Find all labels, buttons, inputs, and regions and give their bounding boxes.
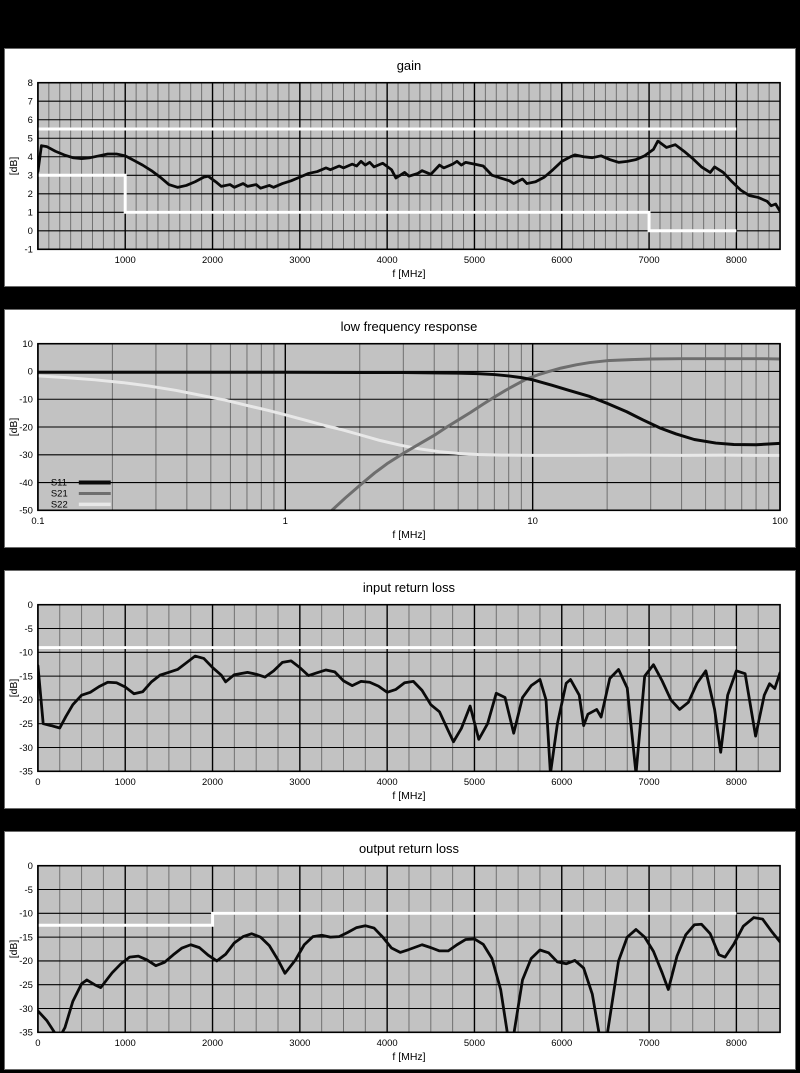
y-tick-label: -35 — [19, 766, 33, 778]
x-tick-label: 8000 — [725, 1038, 747, 1050]
y-tick-label: -50 — [19, 505, 33, 517]
x-tick-label: 10 — [527, 516, 538, 528]
y-tick-label: 6 — [27, 115, 33, 126]
x-tick-label: 1 — [282, 516, 288, 528]
chart-panel-gain — [4, 48, 796, 287]
y-tick-label: -10 — [19, 908, 33, 920]
y-tick-label: 4 — [27, 152, 33, 164]
x-tick-label: 2000 — [202, 1038, 224, 1050]
y-tick-label: 0 — [27, 600, 33, 611]
y-tick-label: -20 — [19, 695, 33, 707]
x-axis-label: f [MHz] — [392, 269, 426, 281]
y-tick-label: -10 — [19, 647, 33, 659]
x-tick-label: 5000 — [463, 777, 485, 789]
chart-panel-input-return-loss — [4, 570, 796, 809]
chart-title: output return loss — [358, 840, 459, 856]
x-tick-label: 100 — [772, 516, 788, 528]
x-tick-label: 4000 — [376, 255, 398, 267]
y-tick-label: -15 — [19, 932, 33, 944]
y-axis-label: [dB] — [8, 156, 20, 176]
input-return-loss-chart — [5, 571, 795, 808]
y-tick-label: -30 — [19, 1003, 33, 1015]
chart-title: low frequency response — [340, 318, 478, 334]
y-tick-label: -1 — [24, 244, 33, 256]
chart-title: gain — [396, 57, 422, 73]
y-tick-label: -30 — [19, 742, 33, 754]
x-tick-label: 0 — [35, 777, 41, 789]
x-tick-label: 2000 — [202, 255, 224, 267]
x-tick-label: 1000 — [114, 777, 136, 789]
x-tick-label: 1000 — [114, 255, 136, 267]
y-axis-label: [dB] — [8, 417, 20, 437]
y-tick-label: 5 — [27, 133, 33, 145]
x-tick-label: 6000 — [551, 777, 573, 789]
x-tick-label: 3000 — [289, 777, 311, 789]
x-tick-label: 5000 — [463, 1038, 485, 1050]
y-tick-label: 3 — [27, 170, 33, 182]
chart-panel-low-frequency-response — [4, 309, 796, 548]
low-frequency-response-chart — [5, 310, 795, 547]
legend-label-S11: S11 — [50, 477, 68, 489]
x-tick-label: 7000 — [638, 255, 660, 267]
x-tick-label: 8000 — [725, 777, 747, 789]
y-axis-label: [dB] — [8, 678, 20, 698]
y-tick-label: 0 — [27, 861, 33, 872]
y-tick-label: -35 — [19, 1027, 33, 1039]
gain-chart — [5, 49, 795, 286]
x-tick-label: 4000 — [376, 777, 398, 789]
x-tick-label: 4000 — [376, 1038, 398, 1050]
x-axis-label: f [MHz] — [392, 530, 426, 542]
x-tick-label: 6000 — [551, 255, 573, 267]
y-tick-label: -20 — [19, 956, 33, 968]
chart-panel-output-return-loss — [4, 831, 796, 1070]
chart-title: input return loss — [362, 579, 456, 595]
y-tick-label: -10 — [19, 394, 33, 406]
y-tick-label: 0 — [27, 226, 33, 238]
y-tick-label: -15 — [19, 671, 33, 683]
y-tick-label: 10 — [22, 339, 33, 350]
legend-label-S22: S22 — [50, 499, 68, 511]
x-axis-label: f [MHz] — [392, 791, 426, 803]
x-tick-label: 3000 — [289, 255, 311, 267]
y-tick-label: 2 — [27, 189, 33, 201]
y-tick-label: -30 — [19, 450, 33, 462]
y-tick-label: -25 — [19, 719, 33, 730]
y-tick-label: -40 — [19, 477, 33, 489]
x-tick-label: 5000 — [463, 255, 485, 267]
x-tick-label: 3000 — [289, 1038, 311, 1050]
x-tick-label: 2000 — [202, 777, 224, 789]
x-axis-label: f [MHz] — [392, 1052, 426, 1064]
y-tick-label: -5 — [24, 623, 33, 635]
x-tick-label: 7000 — [638, 1038, 660, 1050]
x-tick-label: 0.1 — [31, 516, 45, 528]
y-axis-label: [dB] — [8, 939, 20, 959]
y-tick-label: -25 — [19, 980, 33, 991]
y-tick-label: 7 — [27, 96, 33, 108]
x-tick-label: 6000 — [551, 1038, 573, 1050]
x-tick-label: 0 — [35, 1038, 41, 1050]
x-tick-label: 7000 — [638, 777, 660, 789]
y-tick-label: 0 — [27, 366, 33, 378]
x-tick-label: 1000 — [114, 1038, 136, 1050]
output-return-loss-chart — [5, 832, 795, 1069]
y-tick-label: -5 — [24, 884, 33, 896]
x-tick-label: 8000 — [725, 255, 747, 267]
y-tick-label: 1 — [27, 207, 33, 219]
legend-label-S21: S21 — [50, 488, 68, 500]
y-tick-label: 8 — [27, 78, 33, 89]
y-tick-label: -20 — [19, 422, 33, 434]
